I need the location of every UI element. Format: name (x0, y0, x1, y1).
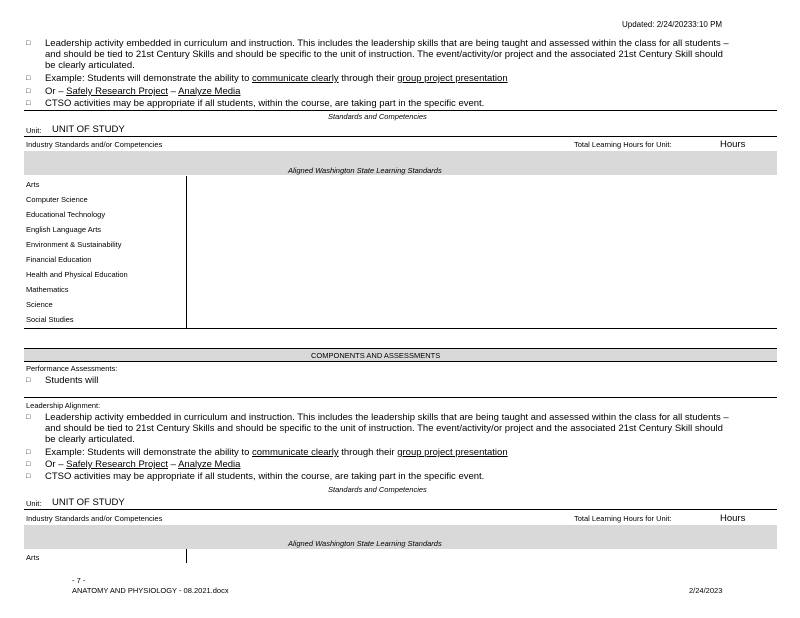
bullet-icon: □ (26, 449, 31, 456)
bullet-icon: □ (26, 40, 31, 47)
aligned-heading: Aligned Washington State Learning Standards (288, 539, 442, 548)
bullet-text: Leadership activity embedded in curriculum and instruction. This includes the leadership skills that are being taught and assessed within the class for all students – (45, 412, 729, 423)
subject-item: Financial Education (26, 255, 92, 264)
bullet-text: be clearly articulated. (45, 434, 135, 445)
or-text: Or – Safely Research Project – Analyze Media (45, 86, 241, 97)
footer-date: 2/24/2023 (689, 586, 723, 595)
divider (24, 361, 777, 362)
bullet-icon: □ (26, 88, 31, 95)
subject-item: English Language Arts (26, 225, 102, 234)
unit-value: UNIT OF STUDY (52, 124, 125, 135)
column-divider (186, 176, 187, 328)
footer-filename: ANATOMY AND PHYSIOLOGY - 08.2021.docx (72, 586, 229, 595)
example-text: Example: Students will demonstrate the ability to communicate clearly through their group project presentation (45, 447, 508, 458)
bullet-icon: □ (26, 461, 31, 468)
standards-heading: Standards and Competencies (328, 112, 427, 121)
subject-item: Mathematics (26, 285, 69, 294)
subject-item: Educational Technology (26, 210, 106, 219)
or-text: Or – Safely Research Project – Analyze Media (45, 459, 241, 470)
ctso-text: CTSO activities may be appropriate if all students, within the course, are taking part in the specific event. (45, 98, 485, 109)
subject-item: Arts (26, 180, 40, 189)
bullet-text: Leadership activity embedded in curriculum and instruction. This includes the leadership skills that are being taught and assessed within the class for all students – (45, 38, 729, 49)
hours-label: Hours (720, 139, 746, 150)
subject-item: Arts (26, 553, 40, 562)
total-hours-label: Total Learning Hours for Unit: (574, 140, 672, 149)
column-divider (186, 549, 187, 563)
bullet-icon: □ (26, 100, 31, 107)
unit-label: Unit: (26, 126, 42, 135)
subject-item: Health and Physical Education (26, 270, 128, 279)
subject-item: Environment & Sustainability (26, 240, 122, 249)
divider (24, 509, 777, 510)
performance-label: Performance Assessments: (26, 364, 118, 373)
aligned-heading: Aligned Washington State Learning Standards (288, 166, 442, 175)
industry-label: Industry Standards and/or Competencies (26, 514, 163, 523)
leadership-label: Leadership Alignment: (26, 401, 101, 410)
unit-label: Unit: (26, 499, 42, 508)
bullet-text: be clearly articulated. (45, 60, 135, 71)
divider (24, 136, 777, 137)
subject-item: Computer Science (26, 195, 88, 204)
page-number: - 7 - (72, 576, 86, 585)
subject-item: Science (26, 300, 53, 309)
industry-label: Industry Standards and/or Competencies (26, 140, 163, 149)
bullet-text: and should be tied to 21st Century Skills and should be specific to the unit of instruction. The event/activity/or project and the associated 21st Century Skill should (45, 423, 723, 434)
total-hours-label: Total Learning Hours for Unit: (574, 514, 672, 523)
students-will-text: Students will (45, 375, 99, 386)
unit-value: UNIT OF STUDY (52, 497, 125, 508)
divider (24, 397, 777, 398)
bullet-icon: □ (26, 414, 31, 421)
divider (24, 110, 777, 111)
updated-timestamp: Updated: 2/24/20233:10 PM (622, 20, 723, 29)
components-heading: COMPONENTS AND ASSESSMENTS (311, 351, 441, 360)
hours-label: Hours (720, 513, 746, 524)
standards-heading: Standards and Competencies (328, 485, 427, 494)
example-text: Example: Students will demonstrate the ability to communicate clearly through their group project presentation (45, 73, 508, 84)
ctso-text: CTSO activities may be appropriate if all students, within the course, are taking part in the specific event. (45, 471, 485, 482)
bullet-icon: □ (26, 75, 31, 82)
bullet-icon: □ (26, 473, 31, 480)
divider (24, 328, 777, 329)
bullet-text: and should be tied to 21st Century Skills and should be specific to the unit of instruction. The event/activity/or project and the associated 21st Century Skill should (45, 49, 723, 60)
bullet-icon: □ (26, 377, 31, 384)
subject-item: Social Studies (26, 315, 74, 324)
